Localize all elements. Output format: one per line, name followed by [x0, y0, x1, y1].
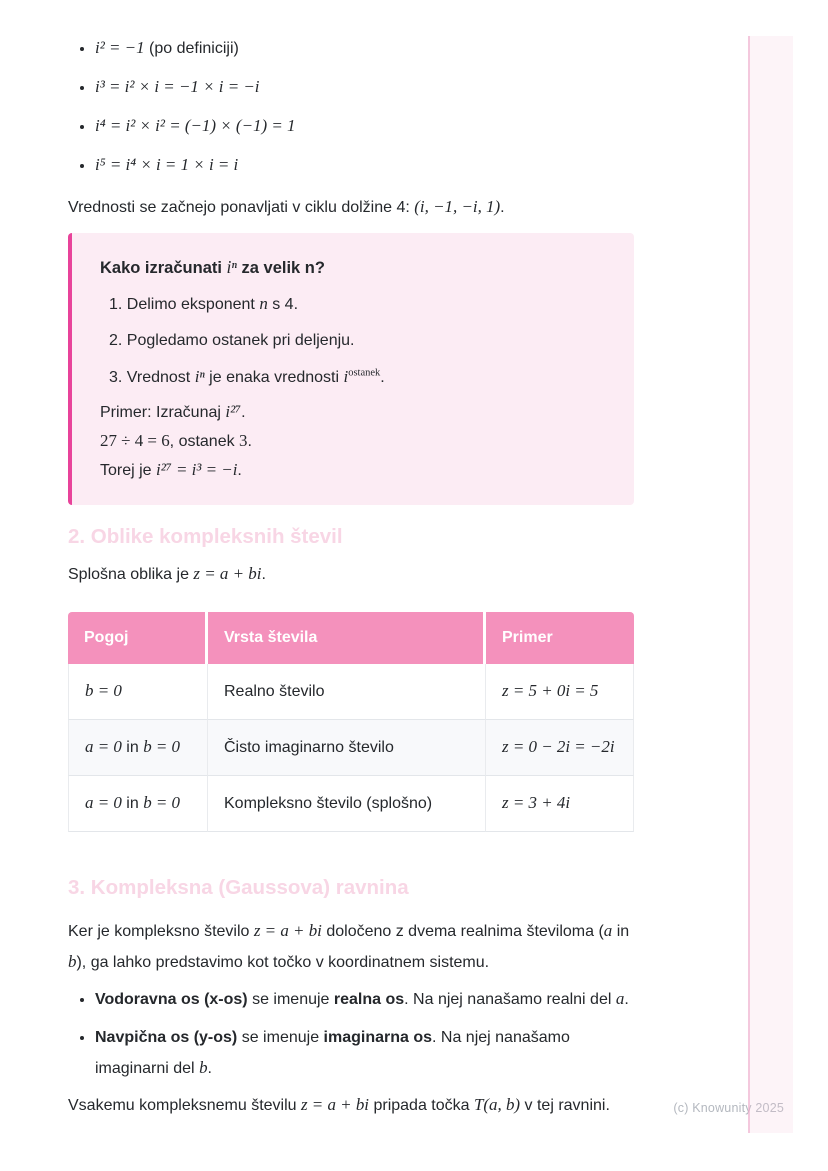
table-row	[68, 776, 634, 832]
powers-of-i-list	[68, 36, 634, 178]
callout-step: 2. Pogledamo ostanek pri deljenju.	[109, 332, 355, 349]
power-item: • i⁵ = i⁴ × i = 1 × i = i	[95, 153, 634, 178]
axis-item-vertical: • Navpična os (y-os) se imenuje imaginarna os. Na njej nanašamo imaginarni del b.	[95, 1023, 634, 1084]
footer-copyright: (c) Knowunity 2025	[673, 1101, 784, 1115]
axis-item-horizontal: • Vodoravna os (x-os) se imenuje realna os. Na njej nanašamo realni del a.	[95, 984, 634, 1015]
table-cell: z = 3 + 4i	[486, 776, 634, 832]
callout-box	[68, 233, 634, 505]
table-cell: z = 5 + 0i = 5	[486, 664, 634, 720]
document-content	[68, 0, 634, 1119]
closing-paragraph: Vsakemu kompleksnemu številu z = a + bi pripada točka T(a, b) v tej ravnini.	[68, 1095, 610, 1114]
table-header-vrsta: Vrsta števila	[208, 612, 486, 664]
table-cell: b = 0	[68, 664, 208, 720]
callout-example-line: Torej je i²⁷ = i³ = −i.	[100, 460, 242, 479]
callout-step: 3. Vrednost iⁿ je enaka vrednosti $i^{ostanek}$.	[109, 367, 385, 386]
table-cell: a = 0 in b = 0	[68, 776, 208, 832]
callout-step: 1. Delimo eksponent n s 4.	[109, 294, 299, 313]
general-form-paragraph: Splošna oblika je z = a + bi.	[68, 564, 266, 583]
table-header-row	[68, 612, 634, 664]
section-heading-oblike: 2. Oblike kompleksnih števil	[68, 525, 343, 548]
callout-example-line: 27 ÷ 4 = 6, ostanek 3.	[100, 431, 252, 450]
callout-example	[100, 398, 606, 485]
table-header-primer: Primer	[486, 612, 634, 664]
forms-table-wrapper	[68, 612, 634, 832]
callout-example-line: Primer: Izračunaj i²⁷.	[100, 402, 246, 421]
table-cell: Kompleksno število (splošno)	[208, 776, 486, 832]
table-row	[68, 664, 634, 720]
power-item: • i³ = i² × i = −1 × i = −i	[95, 75, 634, 100]
callout-title: Kako izračunati iⁿ za velik n?	[100, 257, 325, 277]
section-heading-ravnina: 3. Kompleksna (Gaussova) ravnina	[68, 876, 409, 899]
cycle-paragraph: Vrednosti se začnejo ponavljati v ciklu dolžine 4: (i, −1, −i, 1).	[68, 197, 505, 216]
table-row	[68, 720, 634, 776]
axes-list	[68, 984, 634, 1084]
forms-table	[68, 612, 634, 832]
power-item: • i² = −1 (po definiciji)	[95, 36, 634, 61]
table-cell: a = 0 in b = 0	[68, 720, 208, 776]
plane-paragraph: Ker je kompleksno število z = a + bi določeno z dvema realnima številoma (a in b), ga lahko predstavimo kot točko v koordinatnem sistemu.	[68, 921, 630, 971]
table-cell: Čisto imaginarno število	[208, 720, 486, 776]
table-header-pogoj: Pogoj	[68, 612, 208, 664]
table-cell: Realno število	[208, 664, 486, 720]
table-cell: z = 0 − 2i = −2i	[486, 720, 634, 776]
power-item: • i⁴ = i² × i² = (−1) × (−1) = 1	[95, 114, 634, 139]
margin-highlight-strip	[748, 36, 793, 1133]
